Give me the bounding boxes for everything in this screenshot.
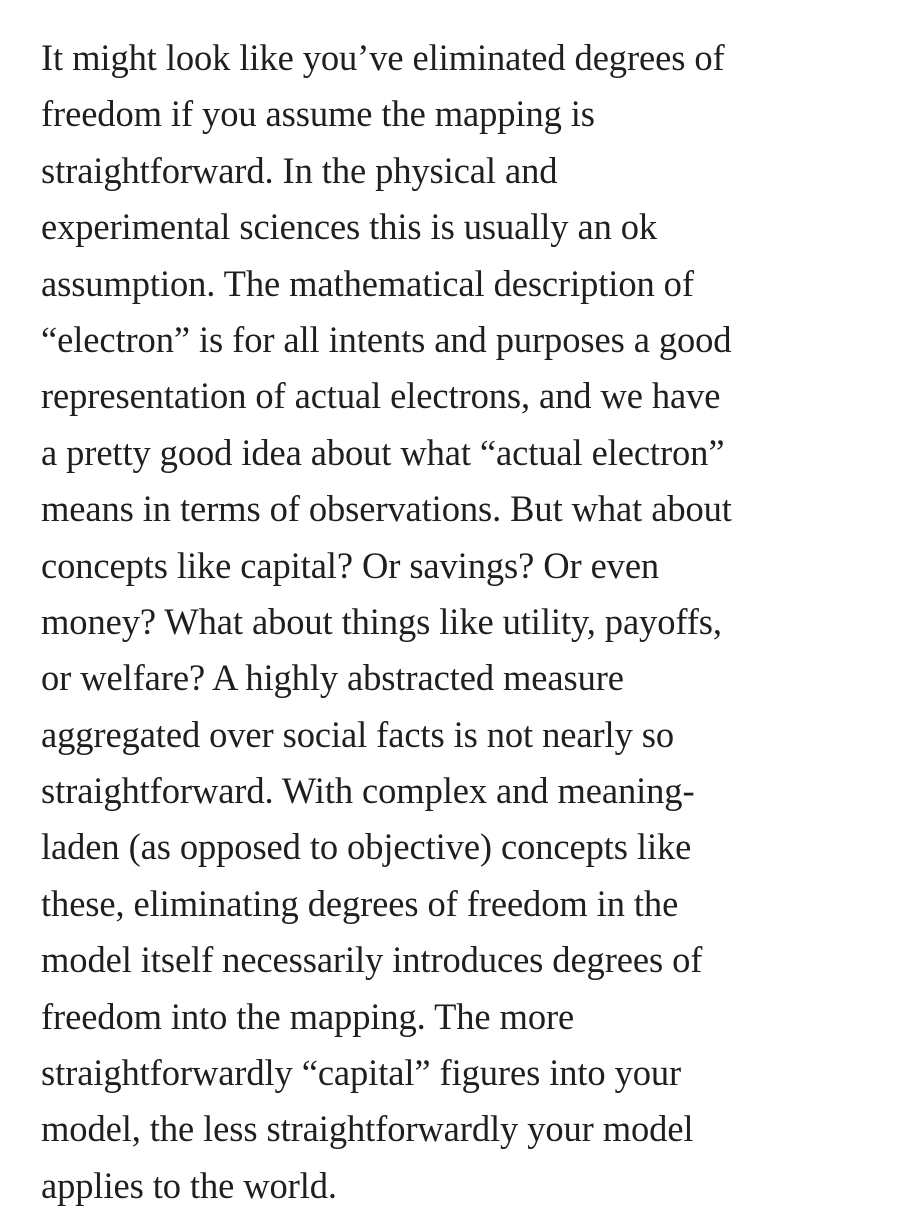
paragraph-line-1: It might look like you’ve eliminated degrees of: [41, 37, 725, 78]
paragraph-line-12: or welfare? A highly abstracted measure: [41, 657, 624, 699]
paragraph-line-21: applies to the world.: [41, 1164, 337, 1206]
paragraph-line-5: assumption. The mathematical description of: [41, 262, 694, 304]
paragraph-line-10: concepts like capital? Or savings? Or even: [41, 544, 660, 586]
paragraph-line-19: straightforwardly “capital” figures into your: [41, 1052, 682, 1094]
paragraph-line-14: straightforward. With complex and meaning-: [41, 770, 695, 812]
paragraph-line-13: aggregated over social facts is not nearly so: [41, 713, 675, 755]
paragraph-line-18: freedom into the mapping. The more: [41, 995, 575, 1037]
article-paragraph: [41, 30, 871, 1214]
paragraph-line-20: model, the less straightforwardly your model: [41, 1108, 694, 1150]
paragraph-line-15: laden (as opposed to objective) concepts like: [41, 826, 692, 868]
paragraph-line-7: representation of actual electrons, and we have: [41, 375, 721, 417]
paragraph-line-3: straightforward. In the physical and: [41, 149, 558, 191]
paragraph-line-2: freedom if you assume the mapping is: [41, 93, 595, 135]
paragraph-line-11: money? What about things like utility, payoffs,: [41, 600, 722, 642]
paragraph-line-8: a pretty good idea about what “actual electron”: [41, 431, 725, 473]
paragraph-line-16: these, eliminating degrees of freedom in the: [41, 882, 679, 924]
paragraph-line-17: model itself necessarily introduces degrees of: [41, 939, 703, 981]
paragraph-line-6: “electron” is for all intents and purposes a good: [41, 318, 732, 360]
paragraph-line-4: experimental sciences this is usually an ok: [41, 206, 658, 248]
paragraph-line-9: means in terms of observations. But what about: [41, 488, 732, 530]
